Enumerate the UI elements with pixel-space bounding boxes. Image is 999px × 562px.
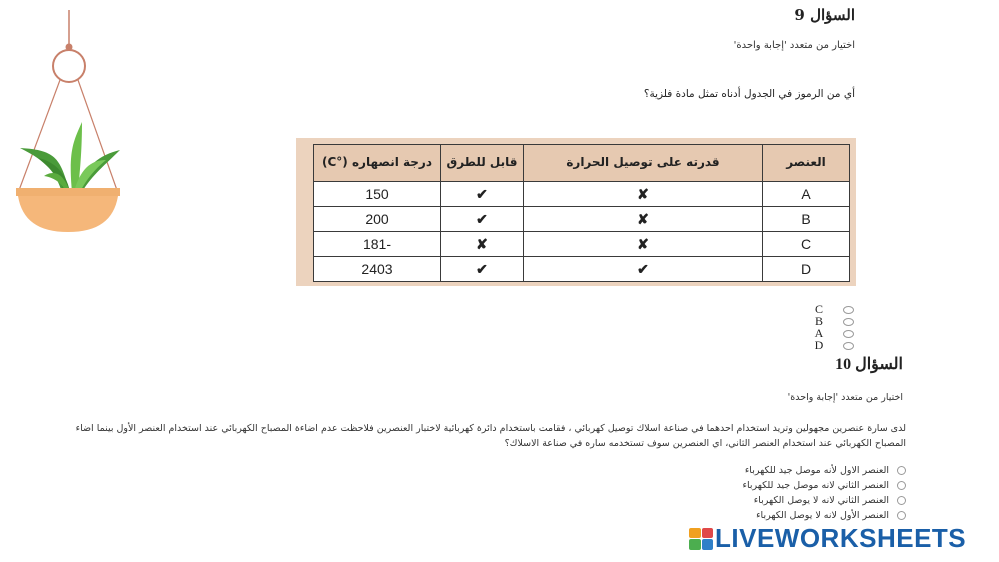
cell-element: A [763,182,850,207]
cell-conducts: ✘ [524,207,763,232]
question-10-type: اختيار من متعدد 'إجابة واحدة' [787,392,903,403]
table-row [314,207,850,232]
question-10-text: لدى سارة عنصرين مجهولين وتريد استخدام احدهما في صناعة اسلاك توصيل كهربائي ، فقامت باستخدام دائرة كهربائية لاختبار العنصرين فلاحظت عدم اضاءة المصباح الكهربائي عند استخدام العنصر الأول بينما اضاء المصباح الكهربائي عند استخدام العنصر الثاني، اي العنصرين سوف تستخدمه ساره في صناعة الاسلاك؟ [75,423,906,449]
q10-option[interactable] [743,478,906,493]
header-element: العنصر [763,145,850,182]
logo-mark-icon [689,528,713,550]
table-row [314,257,850,282]
q10-option[interactable] [756,508,906,523]
q10-option[interactable] [754,493,906,508]
header-melting-point: درجة انصهاره (°C) [314,145,441,182]
table-row [314,182,850,207]
cell-element: C [763,232,850,257]
radio-button[interactable] [897,481,906,490]
cell-melting: 200 [314,207,441,232]
liveworksheets-logo [689,523,966,554]
option-label: A [814,326,824,340]
option-label: B [814,314,823,328]
cell-element: D [763,257,850,282]
cell-conducts: ✘ [524,232,763,257]
question-9-title: السؤال 9 [794,6,855,24]
cell-melting: 2403 [314,257,441,282]
option-label: العنصر الثاني لانه لا يوصل الكهرباء [753,495,889,506]
option-label: العنصر الأول لانه لا يوصل الكهرباء [756,510,889,521]
cell-malleable: ✘ [441,232,524,257]
radio-button[interactable] [897,466,906,475]
table-header-row [314,145,850,182]
question-10-title: السؤال 10 [835,356,903,373]
radio-button[interactable] [843,330,854,338]
option-label: C [814,302,823,316]
cell-malleable: ✔ [441,257,524,282]
cell-conducts: ✔ [524,257,763,282]
header-heat-conduction: قدرته على توصيل الحرارة [524,145,763,182]
elements-table-image [296,138,856,286]
radio-button[interactable] [897,496,906,505]
logo-text: LIVEWORKSHEETS [715,523,967,553]
radio-button[interactable] [843,342,854,350]
question-9-type: اختيار من متعدد 'إجابة واحدة' [733,40,855,51]
radio-button[interactable] [843,306,854,314]
cell-malleable: ✔ [441,182,524,207]
table-row [314,232,850,257]
cell-melting: -181 [314,232,441,257]
header-malleable: قابل للطرق [441,145,524,182]
cell-malleable: ✔ [441,207,524,232]
cell-element: B [763,207,850,232]
option-label: العنصر الثاني لانه موصل جيد للكهرباء [742,480,889,491]
option-label: العنصر الاول لأنه موصل جيد للكهرباء [744,465,889,476]
option-label: D [814,338,824,352]
radio-button[interactable] [897,511,906,520]
radio-button[interactable] [843,318,854,326]
hanging-plant-illustration [10,0,130,240]
cell-conducts: ✘ [524,182,763,207]
elements-table [313,144,850,282]
question-9-text: أي من الرموز في الجدول أدناه تمثل مادة فلزية؟ [643,88,855,100]
q9-option[interactable] [813,339,854,352]
cell-melting: 150 [314,182,441,207]
q10-option[interactable] [745,463,906,478]
